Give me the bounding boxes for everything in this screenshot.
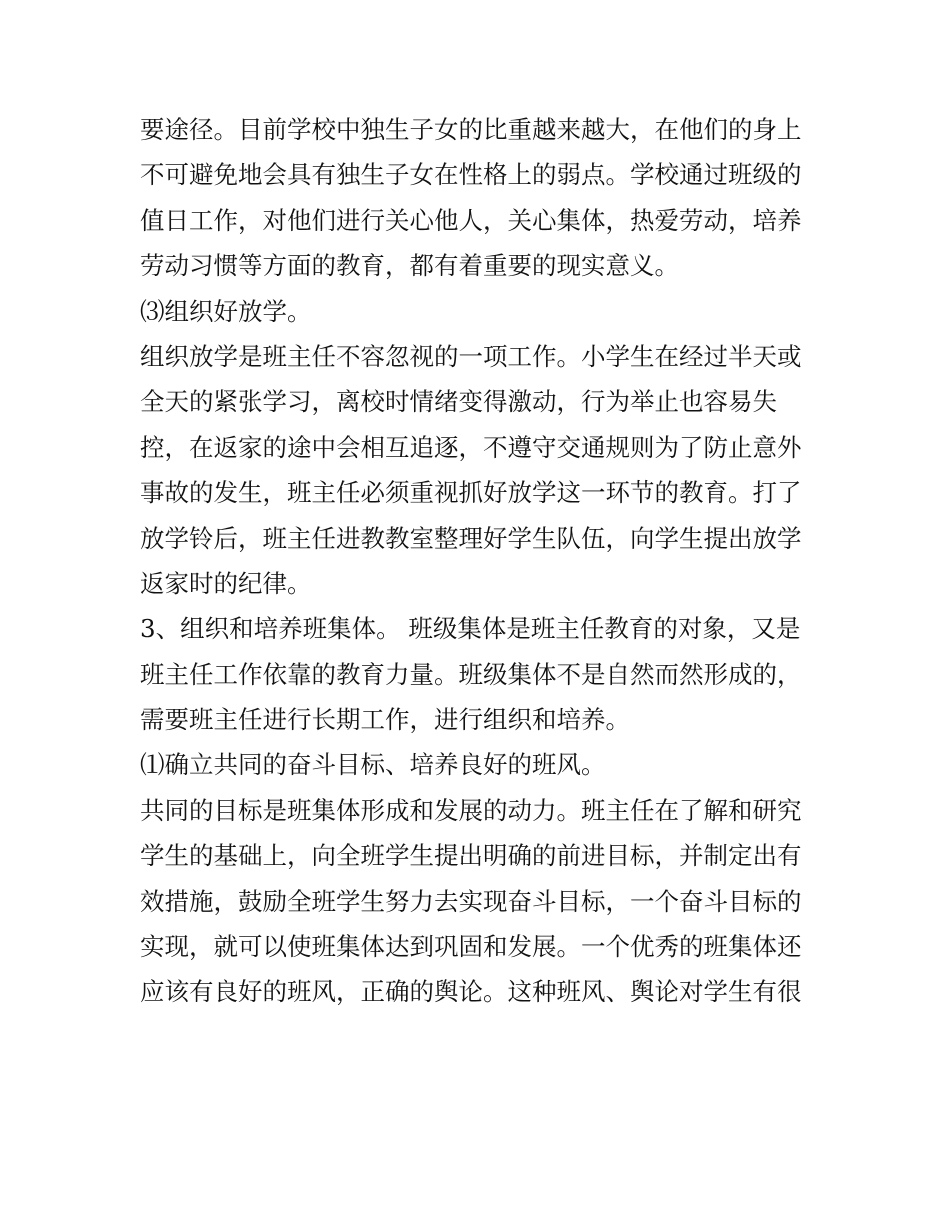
subheading-organize-dismissal: ⑶组织好放学。	[140, 296, 312, 326]
text-line-18: 效措施，鼓励全班学生努力去实现奋斗目标，一个奋斗目标的	[140, 886, 802, 916]
text-line-3: 值日工作，对他们进行关心他人，关心集体，热爱劳动，培养	[140, 205, 802, 235]
text-line-1: 要途径。目前学校中独生子女的比重越来越大，在他们的身上	[140, 115, 802, 144]
text-line-4: 劳动习惯等方面的教育，都有着重要的现实意义。	[140, 251, 679, 281]
text-line-2: 不可避免地会具有独生子女在性格上的弱点。学校通过班级的	[140, 160, 802, 190]
subheading-common-goal: ⑴确立共同的奋斗目标、培养良好的班风。	[140, 750, 606, 780]
text-line-7: 全天的紧张学习，离校时情绪变得激动，行为举止也容易失	[140, 387, 777, 417]
text-line-8: 控，在返家的途中会相互追逐，不遵守交通规则为了防止意外	[140, 432, 802, 462]
text-line-14: 需要班主任进行长期工作，进行组织和培养。	[140, 705, 630, 735]
body-text	[140, 107, 820, 1015]
section-heading-class-collective: 3、组织和培养班集体。 班级集体是班主任教育的对象，又是	[140, 614, 801, 644]
text-line-10: 放学铃后，班主任进教教室整理好学生队伍，向学生提出放学	[140, 523, 802, 553]
text-line-20: 应该有良好的班风，正确的舆论。这种班风、舆论对学生有很	[140, 977, 802, 1007]
text-line-16: 共同的目标是班集体形成和发展的动力。班主任在了解和研究	[140, 795, 802, 825]
text-line-6: 组织放学是班主任不容忽视的一项工作。小学生在经过半天或	[140, 341, 802, 371]
text-line-19: 实现，就可以使班集体达到巩固和发展。一个优秀的班集体还	[140, 932, 802, 962]
text-line-17: 学生的基础上，向全班学生提出明确的前进目标，并制定出有	[140, 841, 802, 871]
text-line-13: 班主任工作依靠的教育力量。班级集体不是自然而然形成的，	[140, 659, 802, 689]
text-line-9: 事故的发生，班主任必须重视抓好放学这一环节的教育。打了	[140, 478, 802, 508]
text-line-11: 返家时的纪律。	[140, 568, 312, 598]
